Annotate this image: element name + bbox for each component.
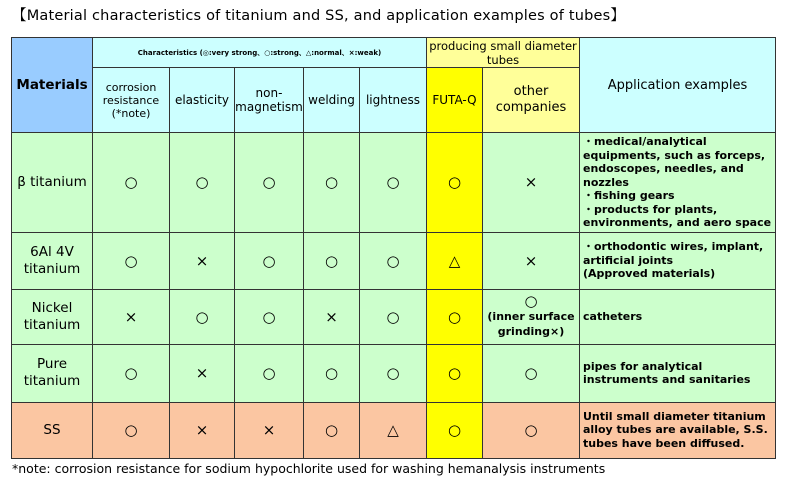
header-materials: Materials (12, 38, 93, 133)
table-row (12, 344, 776, 402)
elasticity-mark: × (170, 232, 235, 289)
other-companies-mark: × (483, 232, 580, 289)
col-lightness: lightness (360, 68, 427, 133)
material-name: β titanium (12, 133, 93, 233)
col-other-companies: other companies (483, 68, 580, 133)
corrosion-mark: ○ (93, 133, 170, 233)
lightness-mark: ○ (360, 133, 427, 233)
table-row (12, 133, 776, 233)
elasticity-mark: ○ (170, 289, 235, 344)
materials-table (11, 37, 776, 459)
lightness-mark: △ (360, 402, 427, 458)
application-text: ・medical/analytical equipments, such as forceps, endoscopes, needles, and nozzles ・fishing gears ・products for plants, environments, and aero space (580, 133, 776, 233)
other-companies-mark: × (483, 133, 580, 233)
welding-mark: ○ (304, 133, 360, 233)
col-corrosion: corrosion resistance (*note) (93, 68, 170, 133)
lightness-mark: ○ (360, 289, 427, 344)
material-name: Nickel titanium (12, 289, 93, 344)
application-text: catheters (580, 289, 776, 344)
footnote: *note: corrosion resistance for sodium hypochlorite used for washing hemanalysis instruments (12, 461, 606, 476)
table-row (12, 232, 776, 289)
corrosion-mark: ○ (93, 232, 170, 289)
futa-q-mark: ○ (427, 289, 483, 344)
corrosion-mark: ○ (93, 402, 170, 458)
material-name: 6Al 4V titanium (12, 232, 93, 289)
header-application: Application examples (580, 38, 776, 133)
lightness-mark: ○ (360, 232, 427, 289)
col-welding: welding (304, 68, 360, 133)
material-name: SS (12, 402, 93, 458)
other-companies-mark: ○ (524, 292, 538, 310)
other-companies-cell (483, 289, 580, 344)
application-text: pipes for analytical instruments and sanitaries (580, 344, 776, 402)
application-text: Until small diameter titanium alloy tubes are available, S.S. tubes have been diffused. (580, 402, 776, 458)
other-companies-mark: ○ (483, 344, 580, 402)
elasticity-mark: × (170, 402, 235, 458)
non-magnetism-mark: ○ (235, 133, 304, 233)
header-characteristics: Characteristics (◎:very strong、○:strong、△:normal、×:weak) (93, 38, 427, 68)
lightness-mark: ○ (360, 344, 427, 402)
welding-mark: × (304, 289, 360, 344)
elasticity-mark: × (170, 344, 235, 402)
non-magnetism-mark: ○ (235, 232, 304, 289)
col-elasticity: elasticity (170, 68, 235, 133)
non-magnetism-mark: ○ (235, 289, 304, 344)
header-producing: producing small diameter tubes (427, 38, 580, 68)
corrosion-mark: × (93, 289, 170, 344)
futa-q-mark: △ (427, 232, 483, 289)
welding-mark: ○ (304, 232, 360, 289)
non-magnetism-mark: × (235, 402, 304, 458)
other-companies-note: (inner surface grinding×) (487, 310, 575, 338)
futa-q-mark: ○ (427, 344, 483, 402)
non-magnetism-mark: ○ (235, 344, 304, 402)
welding-mark: ○ (304, 344, 360, 402)
material-name: Pure titanium (12, 344, 93, 402)
col-non-magnetism: non-magnetism (235, 68, 304, 133)
application-text: ・orthodontic wires, implant, artificial joints (Approved materials) (580, 232, 776, 289)
futa-q-mark: ○ (427, 402, 483, 458)
table-row (12, 402, 776, 458)
page-title: 【Material characteristics of titanium and SS, and application examples of tubes】 (12, 8, 626, 24)
col-futa-q: FUTA-Q (427, 68, 483, 133)
corrosion-mark: ○ (93, 344, 170, 402)
futa-q-mark: ○ (427, 133, 483, 233)
elasticity-mark: ○ (170, 133, 235, 233)
welding-mark: ○ (304, 402, 360, 458)
table-row (12, 289, 776, 344)
other-companies-mark: ○ (483, 402, 580, 458)
